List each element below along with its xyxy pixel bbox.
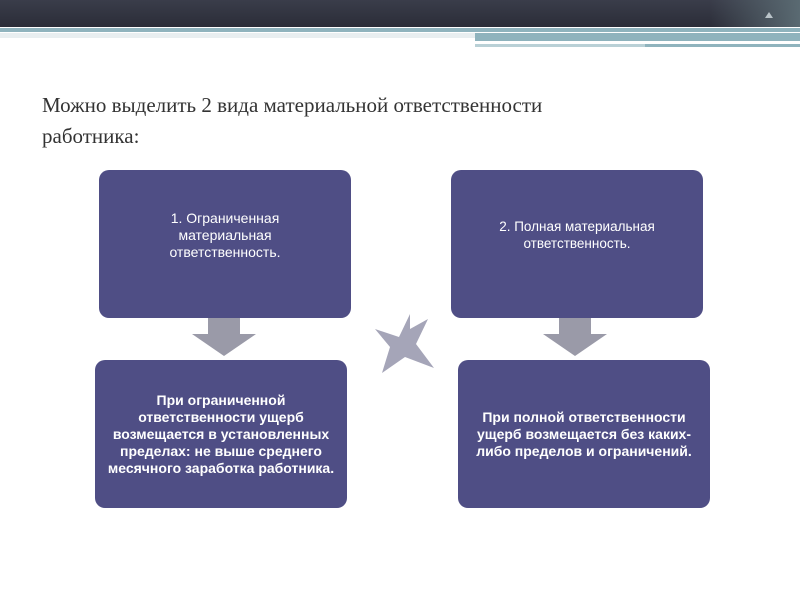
accent-strip-right: [475, 33, 800, 41]
heading-line-1: Можно выделить 2 вида материальной ответственности: [42, 93, 543, 117]
down-arrow-icon: [543, 318, 607, 356]
star-icon: [372, 313, 438, 379]
top-bar: [0, 0, 800, 27]
light-strip: [0, 33, 475, 38]
full-liability-title: 2. Полная материальная ответственность.: [499, 219, 655, 251]
full-liability-box: [451, 170, 703, 318]
heading-line-2: работника:: [42, 124, 140, 148]
accent-strip-thin: [645, 44, 800, 47]
accent-strip: [0, 28, 800, 32]
limited-liability-description-box: [95, 360, 347, 508]
limited-liability-description: При ограниченной ответственности ущерб возмещается в установленных пределах: не выше среднего месячного заработка работника.: [107, 391, 335, 476]
full-liability-description-box: [458, 360, 710, 508]
slide-heading: [42, 90, 742, 152]
light-strip-right: [475, 44, 645, 47]
limited-liability-title: 1. Ограниченная материальная ответственность.: [169, 209, 281, 260]
top-bar-shade: [710, 0, 800, 27]
triangle-icon: [765, 12, 773, 18]
limited-liability-box: [99, 170, 351, 318]
down-arrow-icon: [192, 318, 256, 356]
full-liability-description: При полной ответственности ущерб возмещается без каких-либо пределов и ограничений.: [476, 408, 692, 459]
